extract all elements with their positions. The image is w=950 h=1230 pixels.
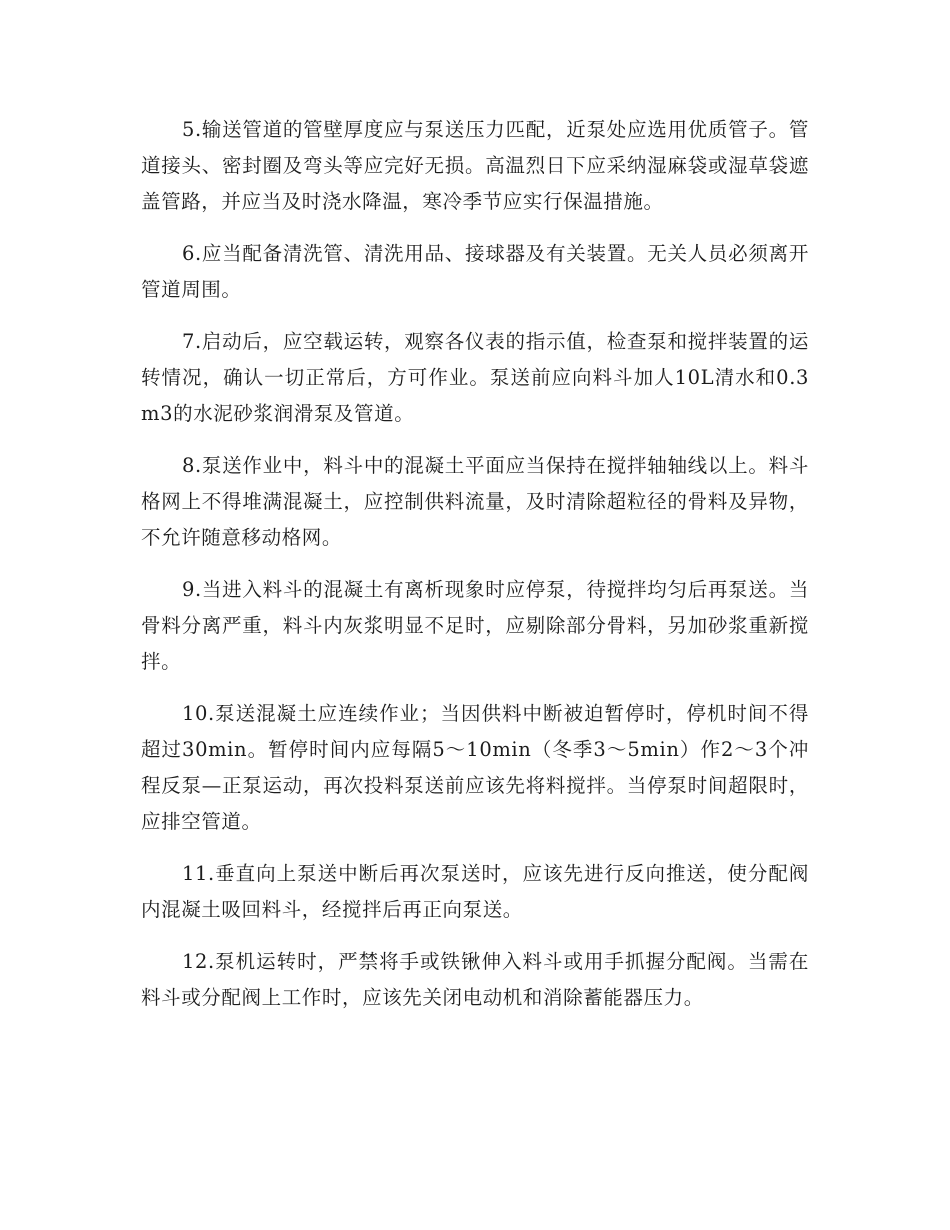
- paragraph-item-9: 9.当进入料斗的混凝土有离析现象时应停泵，待搅拌均匀后再泵送。当骨料分离严重，料斗内灰浆明显不足时，应剔除部分骨料，另加砂浆重新搅拌。: [141, 578, 809, 673]
- paragraph-item-7: 7.启动后，应空载运转，观察各仪表的指示值，检查泵和搅拌装置的运转情况，确认一切正常后，方可作业。泵送前应向料斗加人10L清水和0.3m3的水泥砂浆润滑泵及管道。: [141, 330, 809, 425]
- paragraph-item-6: 6.应当配备清洗管、清洗用品、接球器及有关装置。无关人员必须离开管道周围。: [141, 242, 809, 301]
- paragraph-item-12: 12.泵机运转时，严禁将手或铁锹伸入料斗或用手抓握分配阀。当需在料斗或分配阀上工作时，应该先关闭电动机和消除蓄能器压力。: [141, 950, 809, 1009]
- paragraph-item-10: 10.泵送混凝土应连续作业；当因供料中断被迫暂停时，停机时间不得超过30min。暂停时间内应每隔5～10min（冬季3～5min）作2～3个冲程反泵—正泵运动，再次投料泵送前应该先将料搅拌。当停泵时间超限时，应排空管道。: [141, 702, 809, 833]
- paragraph-item-5: 5.输送管道的管壁厚度应与泵送压力匹配，近泵处应选用优质管子。管道接头、密封圈及弯头等应完好无损。高温烈日下应采纳湿麻袋或湿草袋遮盖管路，并应当及时浇水降温，寒冷季节应实行保温措施。: [141, 118, 809, 213]
- paragraph-item-11: 11.垂直向上泵送中断后再次泵送时，应该先进行反向推送，使分配阀内混凝土吸回料斗，经搅拌后再正向泵送。: [141, 862, 809, 921]
- document-body: [141, 112, 809, 1032]
- paragraph-item-8: 8.泵送作业中，料斗中的混凝土平面应当保持在搅拌轴轴线以上。料斗格网上不得堆满混凝土，应控制供料流量，及时清除超粒径的骨料及异物，不允许随意移动格网。: [141, 454, 809, 549]
